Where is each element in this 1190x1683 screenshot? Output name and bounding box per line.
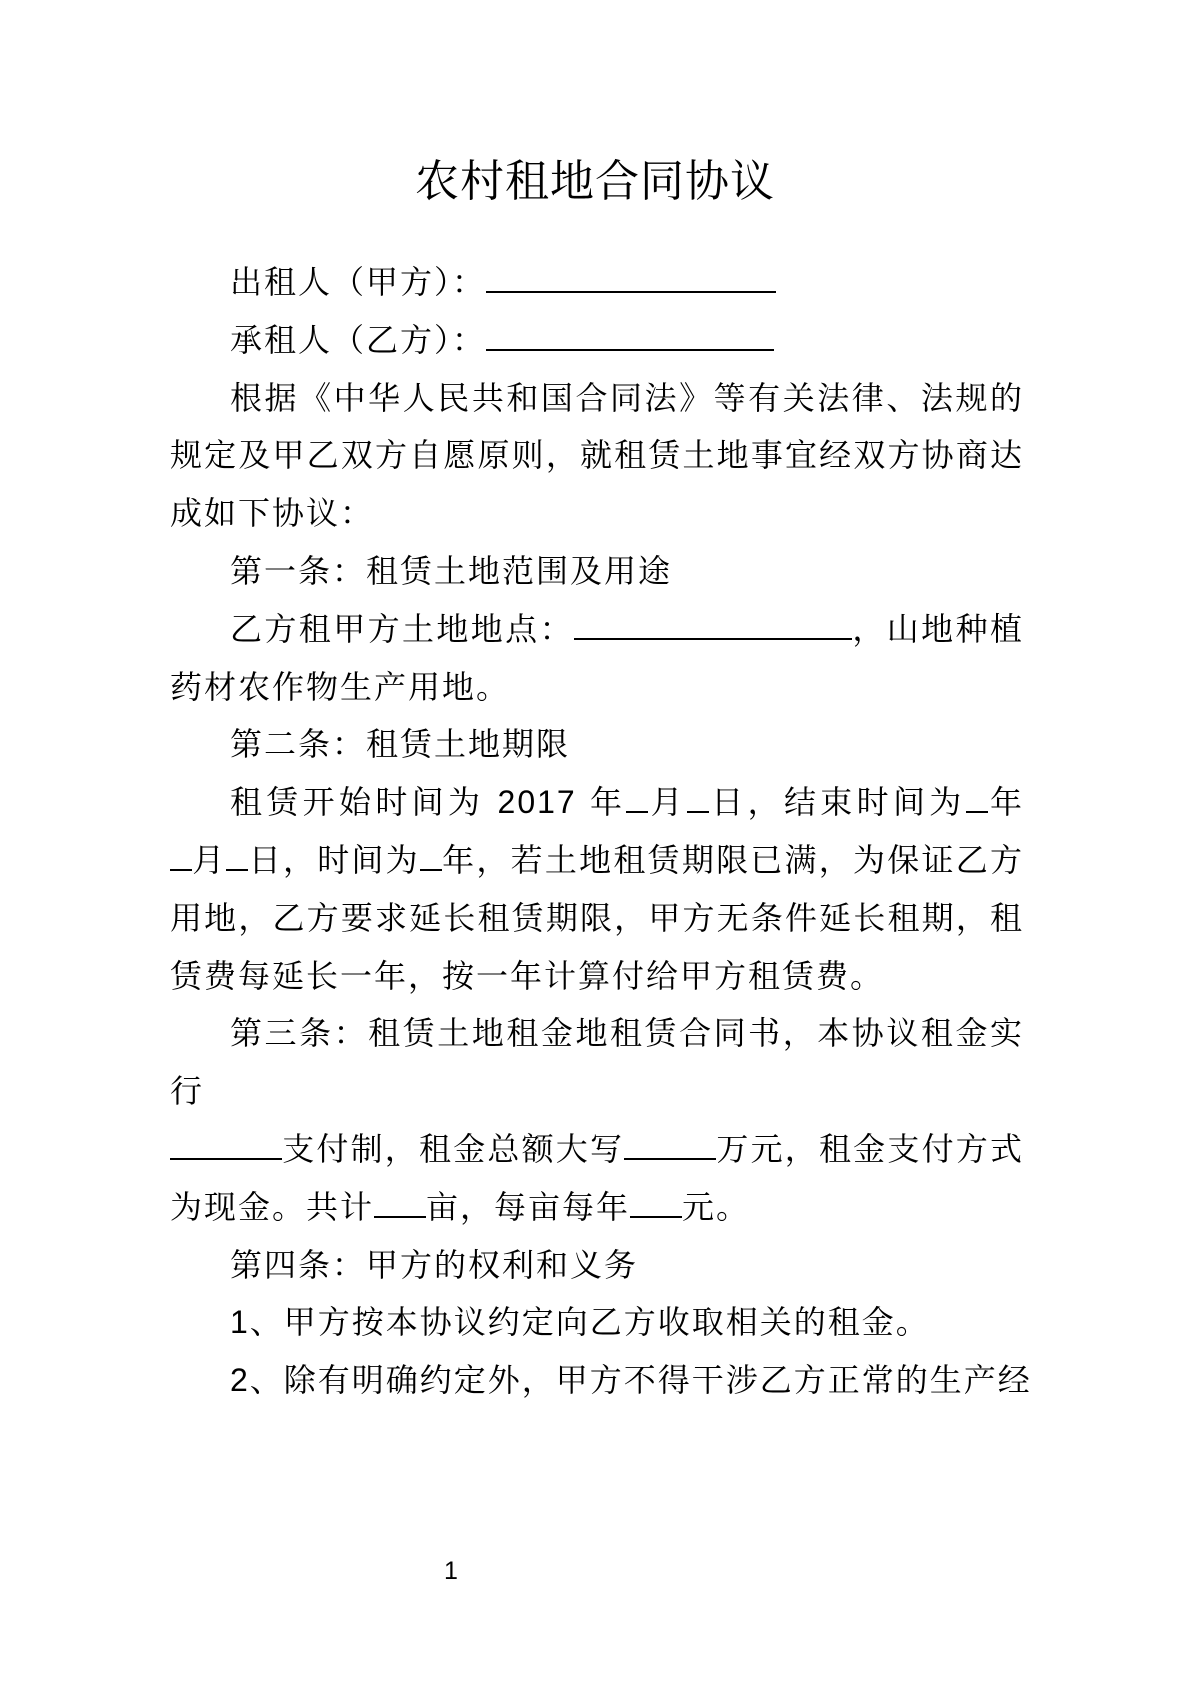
contract-text: 出租人（甲方）： <box>230 264 487 300</box>
blank-underline <box>374 1186 426 1218</box>
contract-line <box>170 659 1024 717</box>
contract-line <box>170 485 1024 543</box>
blank-underline <box>966 781 988 813</box>
contract-line <box>170 1005 1024 1063</box>
page-number: 1 <box>444 1557 458 1585</box>
contract-text: 赁费每延长一年，按一年计算付给甲方租赁费。 <box>170 957 885 994</box>
contract-text: 元。 <box>682 1188 751 1225</box>
blank-underline <box>624 1128 716 1160</box>
contract-text: 万元，租金支付方式 <box>716 1130 1024 1167</box>
contract-text: 日，时间为 <box>248 841 420 878</box>
contract-line <box>170 1294 1024 1352</box>
contract-text: 日，结束时间为 <box>708 784 966 821</box>
contract-line <box>170 370 1024 428</box>
document-title: 农村租地合同协议 <box>415 157 775 206</box>
contract-line <box>170 543 1024 601</box>
blank-underline <box>420 839 442 871</box>
blank-underline <box>630 1186 682 1218</box>
contract-line <box>170 1237 1024 1295</box>
contract-text: 月 <box>192 841 227 878</box>
contract-text: 第二条：租赁土地期限 <box>230 726 571 763</box>
contract-line <box>170 948 1024 1006</box>
contract-text: 年，若土地租赁期限已满，为保证乙方 <box>441 841 1024 878</box>
contract-text: 月 <box>648 784 687 821</box>
blank-underline <box>687 781 709 813</box>
contract-line <box>170 601 1024 659</box>
contract-text: 第一条：租赁土地范围及用途 <box>230 552 673 589</box>
blank-underline <box>170 1128 282 1160</box>
contract-line <box>170 890 1024 948</box>
contract-line <box>170 774 1024 832</box>
contract-line <box>170 312 1024 370</box>
contract-text: 行 <box>170 1073 205 1110</box>
contract-text: 药材农作物生产用地。 <box>170 668 511 705</box>
contract-text: 第四条：甲方的权利和义务 <box>230 1246 639 1283</box>
contract-line <box>170 254 1024 312</box>
contract-text: 规定及甲乙双方自愿原则，就租赁土地事宜经双方协商达 <box>170 437 1024 474</box>
contract-line <box>170 832 1024 890</box>
contract-text: 第三条：租赁土地租金地租赁合同书，本协议租金实 <box>230 1015 1024 1052</box>
contract-text: 为现金。共计 <box>170 1188 375 1225</box>
contract-text: 租赁开始时间为 2017 年 <box>230 784 627 821</box>
contract-line <box>170 1063 1024 1121</box>
contract-text: 1、甲方按本协议约定向乙方收取相关的租金。 <box>230 1304 930 1341</box>
contract-line <box>170 1121 1024 1179</box>
blank-underline <box>486 319 774 351</box>
contract-line <box>170 716 1024 774</box>
blank-underline <box>486 261 776 293</box>
contract-line <box>170 427 1024 485</box>
blank-underline <box>626 781 648 813</box>
contract-line <box>170 1179 1024 1237</box>
contract-text: 年 <box>987 784 1024 821</box>
contract-text: 2、除有明确约定外，甲方不得干涉乙方正常的生产经 <box>230 1362 1032 1399</box>
document-body <box>170 254 1032 1410</box>
contract-text: ，山地种植 <box>851 610 1024 647</box>
contract-text: 根据《中华人民共和国合同法》等有关法律、法规的 <box>230 379 1024 416</box>
contract-text: 乙方租甲方土地地点： <box>230 610 574 647</box>
contract-text: 承租人（乙方）： <box>230 321 487 358</box>
contract-text: 支付制，租金总额大写 <box>282 1130 625 1167</box>
blank-underline <box>170 839 192 871</box>
blank-underline <box>574 608 852 640</box>
contract-text: 亩，每亩每年 <box>426 1188 631 1225</box>
blank-underline <box>226 839 248 871</box>
contract-text: 用地，乙方要求延长租赁期限，甲方无条件延长租期，租 <box>170 899 1024 936</box>
contract-line <box>170 1352 1032 1410</box>
contract-text: 成如下协议： <box>170 495 375 532</box>
